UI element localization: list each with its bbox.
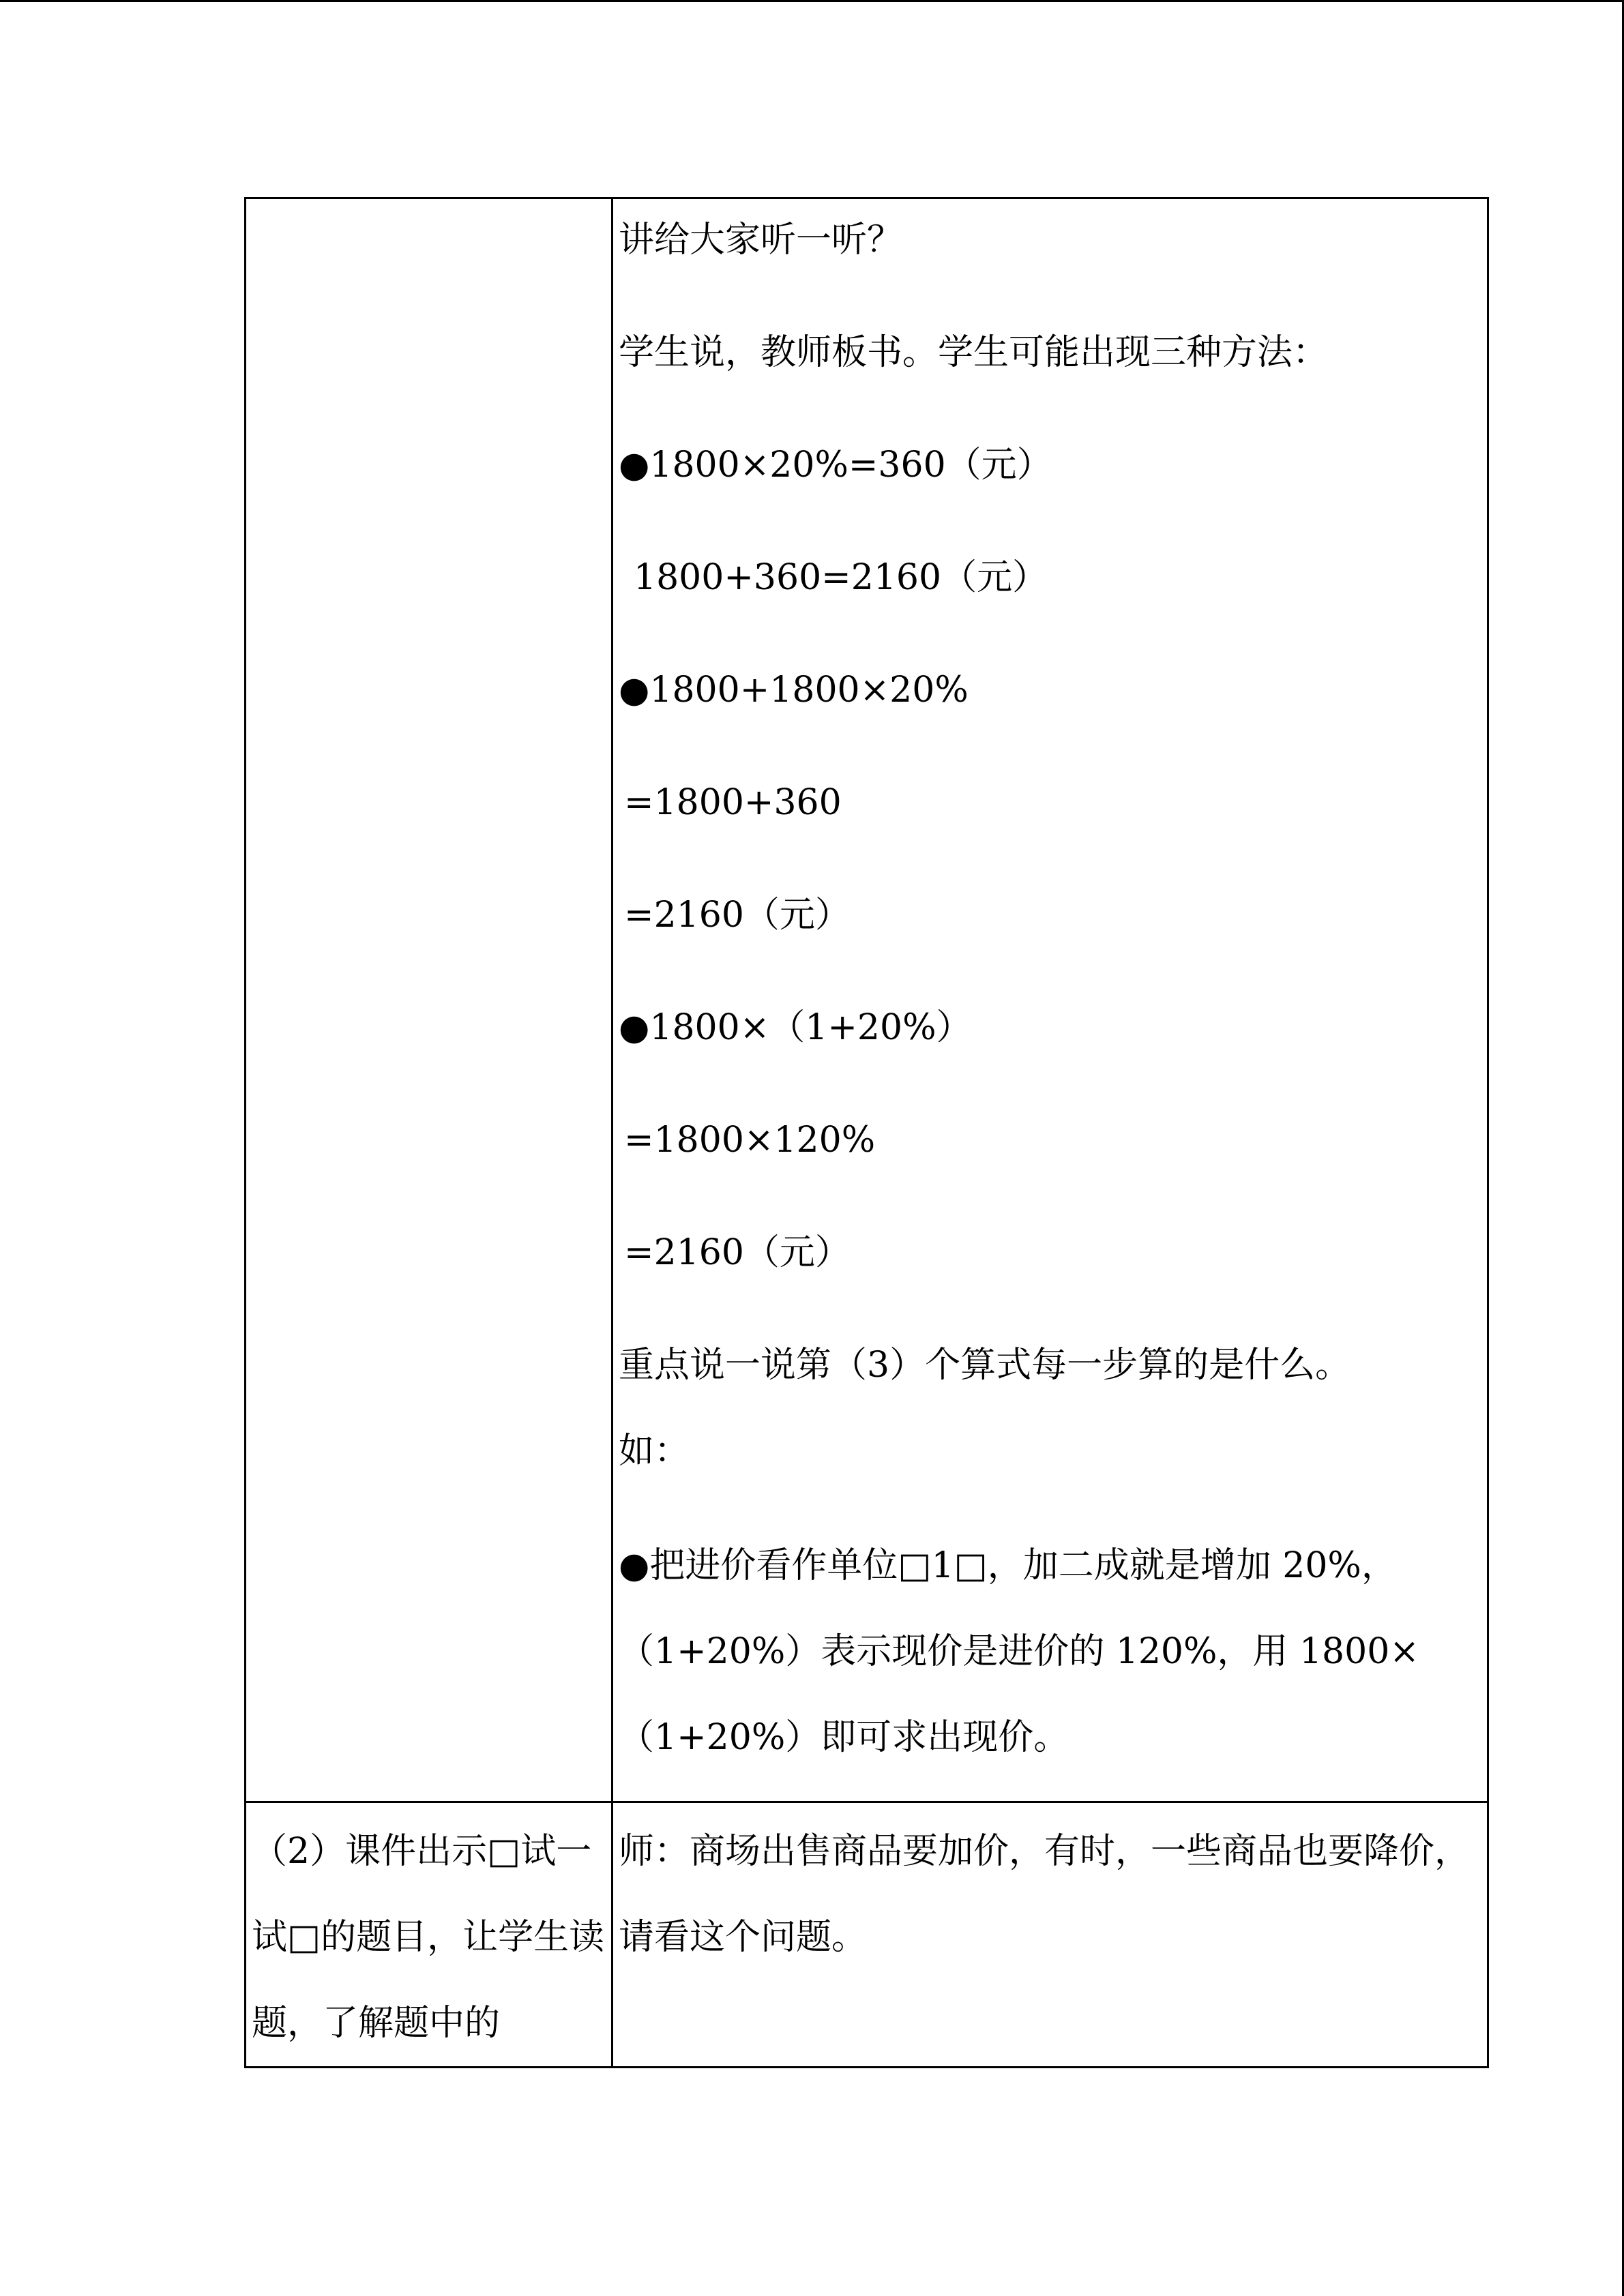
table-row	[246, 1802, 1488, 2068]
line-method3-step1: ●1800×（1+20%）	[619, 1007, 972, 1048]
line-method2-step1: ●1800+1800×20%	[619, 670, 969, 711]
table-row	[246, 198, 1488, 1802]
line-explanation-paragraph: ●把进价看作单位□1□，加二成就是增加 20%，（1+20%）表示现价是进价的 120%，用 1800×（1+20%）即可求出现价。	[619, 1545, 1419, 1758]
row2-left-text: （2）课件出示□试一试□的题目，让学生读题，了解题中的	[252, 1831, 605, 2044]
line-method2-step3: =2160（元）	[624, 895, 851, 936]
line-students-say: 学生说，教师板书。学生可能出现三种方法：	[619, 332, 1329, 373]
line-method1-step1: ●1800×20%=360（元）	[619, 445, 1052, 486]
lesson-plan-table	[244, 197, 1489, 2068]
line-method1-step2: 1800+360=2160（元）	[634, 557, 1048, 598]
row2-right-cell	[612, 1802, 1488, 2068]
row2-left-cell	[246, 1802, 612, 2068]
line-tell-everyone: 讲给大家听一听？	[619, 220, 903, 260]
row2-right-text: 师：商场出售商品要加价，有时，一些商品也要降价，请看这个问题。	[619, 1831, 1471, 1958]
row1-left-cell	[246, 198, 612, 1802]
line-for-example: 如：	[619, 1431, 690, 1472]
line-method2-step2: =1800+360	[624, 782, 842, 823]
line-method3-step3: =2160（元）	[624, 1232, 851, 1273]
line-focus-explain: 重点说一说第（3）个算式每一步算的是什么。	[619, 1345, 1351, 1386]
row1-right-cell	[612, 198, 1488, 1802]
page-top-rule	[0, 0, 1624, 2]
line-method3-step2: =1800×120%	[624, 1120, 876, 1161]
